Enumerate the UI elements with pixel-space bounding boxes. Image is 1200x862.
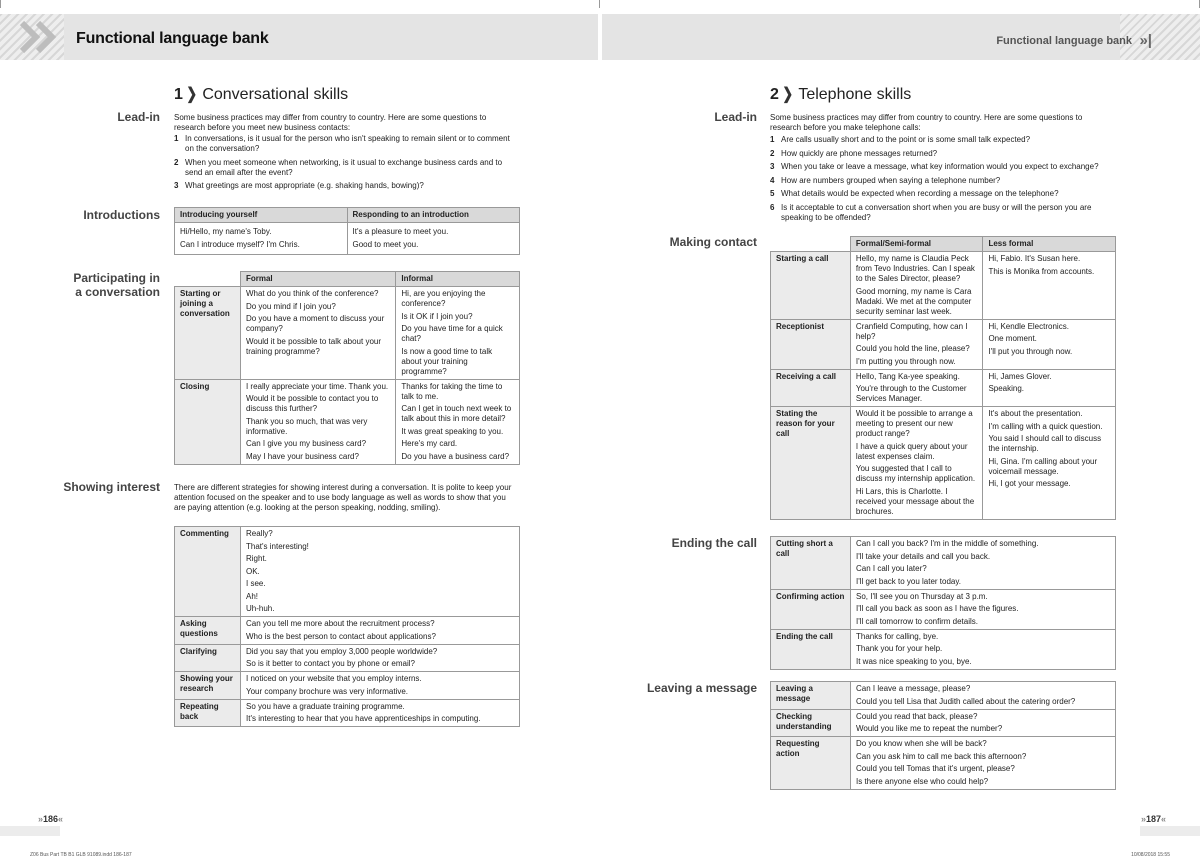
chevron-bar-icon: »| [1139,32,1152,49]
table-cell: I really appreciate your time. Thank you. Would it be possible to contact you to discuss this further? Thank you so much, that was very informative. Can I give you my business card? May I have your business card? [240,379,395,464]
table-cell: Thanks for calling, bye. Thank you for your help. It was nice speaking to you, bye. [851,629,1116,669]
margin-label-leadin-1: Lead-in [117,110,160,124]
table-cell: Cranfield Computing, how can I help? Could you hold the line, please? I'm putting you through now. [850,319,983,369]
table-cell: Hi, are you enjoying the conference? Is it OK if I join you? Do you have time for a quick chat? Is now a good time to talk about your training programme? [396,287,520,380]
table-row [771,369,1116,407]
table-cell: Hello, Tang Ka-yee speaking. You're through to the Customer Services Manager. [850,369,983,407]
table-header [175,272,241,287]
table-cell: Could you read that back, please? Would you like me to repeat the number? [851,709,1116,737]
table-cell: It's about the presentation. I'm calling with a quick question. You said I should call to discuss the internship. Hi, Gina. I'm calling about your voicemail message. Hi, I got your message. [983,407,1116,520]
list-item: 2 How quickly are phone messages returned? [770,148,938,158]
row-label: Confirming action [771,589,851,629]
table-row [175,287,520,380]
print-info-left: Z06 Bus Part TB B1 GLB 91089.indd 186-187 [30,852,132,858]
leadin-intro-2: Some business practices may differ from country to country. Here are some questions to research before you make telephone calls: [770,113,1083,132]
table-cell: Can I call you back? I'm in the middle of something. I'll take your details and call you back. Can I call you later? I'll get back to you later today. [851,537,1116,590]
table-row [771,319,1116,369]
list-item: 4 How are numbers grouped when saying a telephone number? [770,175,1001,185]
footer-bar-left [0,826,60,836]
table-header: Less formal [983,237,1116,252]
chevron-left-icon: « [58,814,64,824]
list-item: 2 When you meet someone when networking, is it usual to exchange business cards and to send an email after the event? [174,157,503,177]
row-label: Repeating back [175,699,241,727]
list-item: 5 What details would be expected when recording a message on the telephone? [770,189,1059,198]
table-cell: Hello, my name is Claudia Peck from Tevo Industries. Can I speak to the Sales Director, please? Good morning, my name is Cara Madaki. We met at the computer security seminar last week. [850,252,983,320]
header-title-right: Functional language bank [996,35,1132,47]
margin-label-participating: Participating in a conversation [73,271,160,299]
participating-table [174,271,520,465]
table-row [175,672,520,700]
table-cell: Did you say that you employ 3,000 people worldwide? So is it better to contact you by phone or email? [241,644,520,672]
table-row [771,682,1116,710]
leaving-message-table [770,681,1116,790]
chevron-right-icon: » [1140,814,1146,824]
table-row [771,629,1116,669]
table-row [771,252,1116,320]
table-header: Informal [396,272,520,287]
table-header [771,237,851,252]
table-cell: Hi, Kendle Electronics. One moment. I'll put you through now. [983,319,1116,369]
table-cell: Hi/Hello, my name's Toby. Can I introduce myself? I'm Chris. [175,223,348,255]
table-header: Formal [240,272,395,287]
row-label: Leaving a message [771,682,851,710]
table-row [175,527,520,617]
margin-label-making-contact: Making contact [669,235,757,249]
row-label: Commenting [175,527,241,617]
margin-label-leaving-message: Leaving a message [646,681,757,695]
row-label: Asking questions [175,617,241,645]
header-title-left: Functional language bank [76,30,269,47]
leadin-intro-1: Some business practices may differ from country to country. Here are some questions to research before you meet new business contacts: [174,113,487,132]
list-item: 1 Are calls usually short and to the point or is some small talk expected? [770,135,1031,144]
leadin-questions-2 [770,135,1115,226]
table-cell: It's a pleasure to meet you. Good to meet you. [347,223,520,255]
table-header-row [175,272,520,287]
row-label: Starting a call [771,252,851,320]
introductions-table [174,207,520,255]
showing-interest-table [174,526,520,727]
chevron-right-icon: ❯ [782,86,793,103]
table-cell: Really? That's interesting! Right. OK. I see. Ah! Uh-huh. [241,527,520,617]
table-row [771,589,1116,629]
table-cell: Can I leave a message, please? Could you tell Lisa that Judith called about the catering order? [851,682,1116,710]
list-item: 6 Is it acceptable to cut a conversation short when you are busy or will the person you are speaking to be offended? [770,202,1092,222]
row-label: Receptionist [771,319,851,369]
crop-mark-top-left [0,0,1,8]
margin-label-ending-call: Ending the call [671,536,757,550]
table-cell: Would it be possible to arrange a meeting to present our new product range? I have a quick query about your latest expenses claim. You suggested that I call to discuss my internship application. Hi Lars, this is Charlotte. I received your message about the brochures. [850,407,983,520]
section-title-conversational: 1 ❯ Conversational skills [174,86,349,103]
double-chevron-icon [18,20,62,54]
table-cell: I noticed on your website that you employ interns. Your company brochure was very informative. [241,672,520,700]
chevron-right-icon: ❯ [186,86,197,103]
table-cell: Hi, Fabio. It's Susan here. This is Monika from accounts. [983,252,1116,320]
margin-label-introductions: Introductions [83,208,160,222]
page-number-left: »186« [38,814,64,824]
table-row [175,699,520,727]
chevron-left-icon: « [1160,814,1166,824]
row-label: Closing [175,379,241,464]
table-header: Responding to an introduction [347,208,520,223]
table-row [771,407,1116,520]
crop-mark-top-center [599,0,600,8]
table-cell: So, I'll see you on Thursday at 3 p.m. I'll call you back as soon as I have the figures. I'll call tomorrow to confirm details. [851,589,1116,629]
row-label: Cutting short a call [771,537,851,590]
margin-label-showing-interest: Showing interest [63,480,160,494]
list-item: 3 What greetings are most appropriate (e.g. shaking hands, bowing)? [174,181,424,190]
section-title-telephone: 2 ❯ Telephone skills [770,86,912,103]
margin-label-leadin-2: Lead-in [714,110,757,124]
print-info-right: 10/08/2018 15:55 [1131,852,1170,858]
table-row [771,737,1116,790]
table-row [175,379,520,464]
table-row [771,709,1116,737]
row-label: Receiving a call [771,369,851,407]
row-label: Stating the reason for your call [771,407,851,520]
list-item: 3 When you take or leave a message, what key information would you expect to exchange? [770,162,1099,171]
footer-bar-right [1140,826,1200,836]
table-header: Introducing yourself [175,208,348,223]
list-item: 1 In conversations, is it usual for the person who isn't speaking to remain silent or to comment on the conversation? [174,134,510,153]
row-label: Ending the call [771,629,851,669]
row-label: Checking understanding [771,709,851,737]
table-cell: Do you know when she will be back? Can you ask him to call me back this afternoon? Could you tell Tomas that it's urgent, please? Is there anyone else who could help? [851,737,1116,790]
page-number-right: »187« [1140,814,1166,824]
table-cell: What do you think of the conference? Do you mind if I join you? Do you have a moment to discuss your company? Would it be possible to talk about your training programme? [240,287,395,380]
chevron-right-icon: » [38,814,44,824]
row-label: Showing your research [175,672,241,700]
table-header: Formal/Semi-formal [850,237,983,252]
row-label: Requesting action [771,737,851,790]
table-row [175,644,520,672]
table-cell: Hi, James Glover. Speaking. [983,369,1116,407]
table-row [175,617,520,645]
table-header-row [771,237,1116,252]
ending-call-table [770,536,1116,670]
making-contact-table [770,236,1116,520]
showing-interest-intro: There are different strategies for showing interest during a conversation. It is polite to keep your attention focused on the speaker and to use body language as well as words to show that you are paying attention (e.g. looking at the person speaking, nodding, smiling). [174,483,512,512]
leadin-questions-1 [174,134,519,195]
row-label: Starting or joining a conversation [175,287,241,380]
table-cell: Can you tell me more about the recruitment process? Who is the best person to contact about applications? [241,617,520,645]
table-cell: Thanks for taking the time to talk to me. Can I get in touch next week to talk about this in more detail? It was great speaking to you. Here's my card. Do you have a business card? [396,379,520,464]
table-cell: So you have a graduate training programme. It's interesting to hear that you have apprenticeships in computing. [241,699,520,727]
row-label: Clarifying [175,644,241,672]
table-row [771,537,1116,590]
